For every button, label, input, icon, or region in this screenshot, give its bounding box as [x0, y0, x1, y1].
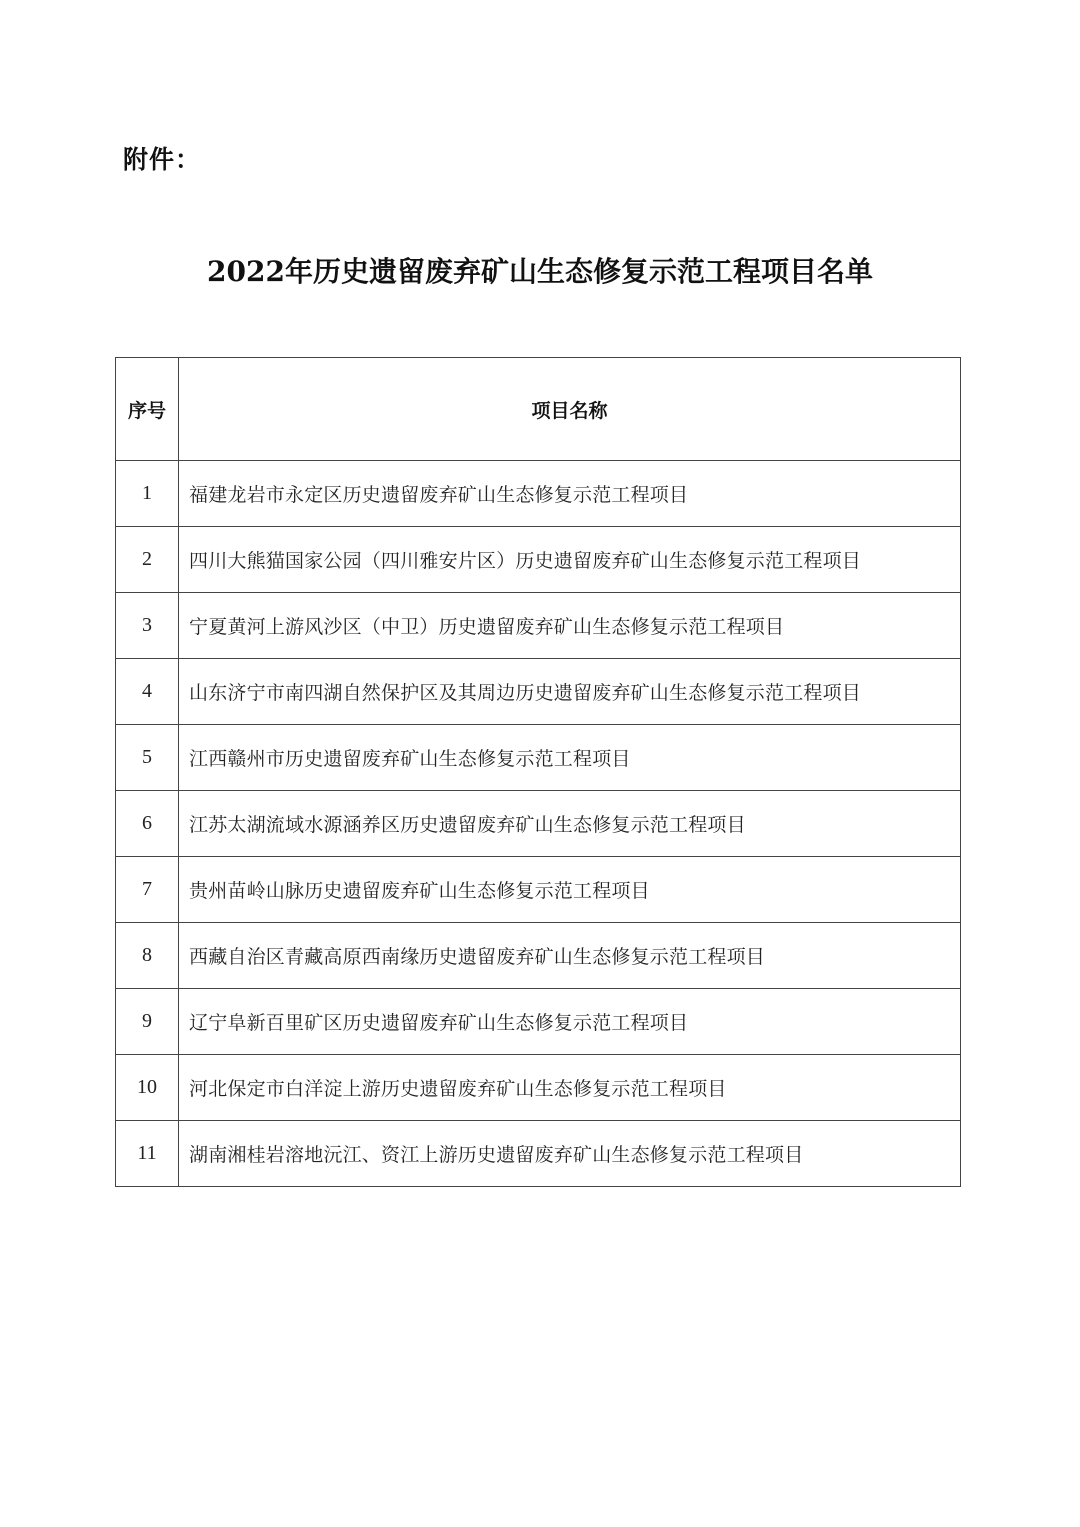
row-project-name: 江西赣州市历史遗留废弃矿山生态修复示范工程项目	[179, 725, 961, 791]
row-index: 9	[116, 989, 179, 1055]
row-index: 11	[116, 1121, 179, 1187]
row-project-name: 河北保定市白洋淀上游历史遗留废弃矿山生态修复示范工程项目	[179, 1055, 961, 1121]
row-index: 4	[116, 659, 179, 725]
table-row	[116, 461, 961, 527]
row-project-name: 宁夏黄河上游风沙区（中卫）历史遗留废弃矿山生态修复示范工程项目	[179, 593, 961, 659]
project-list-table	[115, 357, 961, 1187]
row-index: 5	[116, 725, 179, 791]
table-row	[116, 1055, 961, 1121]
row-index: 10	[116, 1055, 179, 1121]
row-project-name: 辽宁阜新百里矿区历史遗留废弃矿山生态修复示范工程项目	[179, 989, 961, 1055]
table-row	[116, 989, 961, 1055]
row-project-name: 福建龙岩市永定区历史遗留废弃矿山生态修复示范工程项目	[179, 461, 961, 527]
table-row	[116, 725, 961, 791]
table-row	[116, 593, 961, 659]
row-project-name: 西藏自治区青藏高原西南缘历史遗留废弃矿山生态修复示范工程项目	[179, 923, 961, 989]
row-project-name: 山东济宁市南四湖自然保护区及其周边历史遗留废弃矿山生态修复示范工程项目	[179, 659, 961, 725]
table-row	[116, 1121, 961, 1187]
row-project-name: 贵州苗岭山脉历史遗留废弃矿山生态修复示范工程项目	[179, 857, 961, 923]
table-row	[116, 527, 961, 593]
table-header-row	[116, 358, 961, 461]
row-index: 6	[116, 791, 179, 857]
attachment-label: 附件：	[123, 145, 202, 174]
row-index: 8	[116, 923, 179, 989]
table-row	[116, 659, 961, 725]
table-row	[116, 923, 961, 989]
header-project-name: 项目名称	[179, 358, 961, 461]
row-index: 2	[116, 527, 179, 593]
table-row	[116, 857, 961, 923]
row-project-name: 四川大熊猫国家公园（四川雅安片区）历史遗留废弃矿山生态修复示范工程项目	[179, 527, 961, 593]
row-project-name: 江苏太湖流域水源涵养区历史遗留废弃矿山生态修复示范工程项目	[179, 791, 961, 857]
row-index: 3	[116, 593, 179, 659]
header-index: 序号	[116, 358, 179, 461]
row-index: 1	[116, 461, 179, 527]
row-project-name: 湖南湘桂岩溶地沅江、资江上游历史遗留废弃矿山生态修复示范工程项目	[179, 1121, 961, 1187]
row-index: 7	[116, 857, 179, 923]
table-row	[116, 791, 961, 857]
document-title: 2022年历史遗留废弃矿山生态修复示范工程项目名单	[207, 255, 873, 288]
